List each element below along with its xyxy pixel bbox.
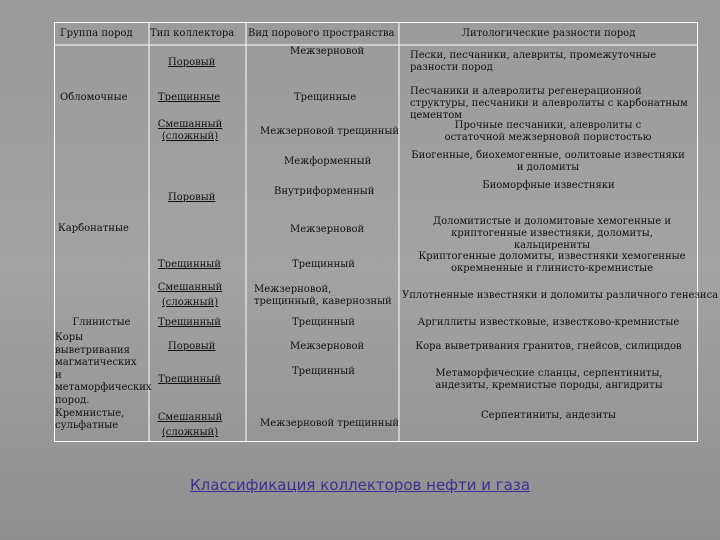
type-fractured-4: Трещинный — [158, 374, 221, 385]
group-clastic: Обломочные — [60, 92, 128, 103]
pore-intraform: Внутриформенный — [274, 186, 375, 197]
litho-argillites: Аргиллиты известковые, известково-кремнистые — [417, 317, 680, 328]
type-mixed-3: Смешанный (сложный) — [157, 412, 223, 438]
header-collector-type: Тип коллектора — [150, 28, 235, 39]
group-other: Коры выветривания магматических и метаморфических пород. Кремнистые, сульфатные — [55, 332, 152, 432]
pore-fractured-3: Трещинный — [292, 317, 355, 328]
type-fractured-3: Трещинный — [158, 317, 221, 328]
pore-intergranular-3: Межзерновой — [290, 341, 365, 352]
pore-fractured-4: Трещинный — [292, 366, 355, 377]
type-porous-3: Поровый — [168, 341, 216, 352]
litho-metamorphic: Метаморфические сланцы, серпентиниты, андезиты, кремнистые породы, ангидриты — [435, 368, 663, 391]
type-mixed-2: Смешанный (сложный) — [157, 282, 223, 308]
pore-cavernous: Межзерновой, трещинный, кавернозный — [254, 284, 392, 307]
litho-dolomitic: Доломитистые и доломитовые хемогенные и криптогенные известняки, доломиты, кальцирениты — [433, 216, 671, 251]
group-clay: Глинистые — [72, 317, 131, 328]
classification-table — [54, 22, 719, 442]
litho-strong-sandstones: Прочные песчаники, алевролиты с остаточной межзерновой пористостью — [444, 120, 652, 143]
header-group: Группа пород — [60, 28, 133, 39]
pore-intergranular-2: Межзерновой — [290, 224, 365, 235]
litho-cryptogenic: Криптогенные доломиты, известняки хемогенные окремненные и глинисто-кремнистые — [418, 251, 686, 274]
pore-intergranular-1: Межзерновой — [290, 46, 365, 57]
litho-regeneration-sandstones: Песчаники и алевролиты регенерационной структуры, песчаники и алевролиты с карбонатным цементом — [410, 86, 688, 121]
header-pore-space: Вид порового пространства — [248, 28, 395, 39]
type-mixed-1: Смешанный (сложный) — [157, 119, 223, 142]
group-carbonate: Карбонатные — [58, 223, 129, 234]
litho-compacted: Уплотненные известняки и доломиты различного генезиса — [402, 290, 719, 301]
litho-serpentinites: Серпентиниты, андезиты — [481, 410, 616, 421]
type-porous-2: Поровый — [168, 192, 216, 203]
slide-title-link[interactable]: Классификация коллекторов нефти и газа — [189, 476, 531, 494]
type-porous-1: Поровый — [168, 57, 216, 68]
litho-biomorphic: Биоморфные известняки — [482, 180, 615, 191]
pore-intergranular-fractured-1: Межзерновой трещинный — [260, 126, 400, 137]
pore-interform: Межформенный — [284, 156, 372, 167]
litho-sands: Пески, песчаники, алевриты, промежуточные разности пород — [410, 50, 657, 73]
pore-fractured-1: Трещинные — [294, 92, 357, 103]
type-fractured-2: Трещинный — [158, 259, 221, 270]
type-fractured-1: Трещинные — [158, 92, 221, 103]
pore-fractured-2: Трещинный — [292, 259, 355, 270]
litho-biogenic: Биогенные, биохемогенные, оолитовые известняки и доломиты — [411, 150, 685, 173]
pore-intergranular-fractured-2: Межзерновой трещинный — [260, 418, 400, 429]
litho-weathering-crust: Кора выветривания гранитов, гнейсов, силицидов — [415, 341, 682, 352]
header-lithology: Литологические разности пород — [461, 28, 636, 39]
